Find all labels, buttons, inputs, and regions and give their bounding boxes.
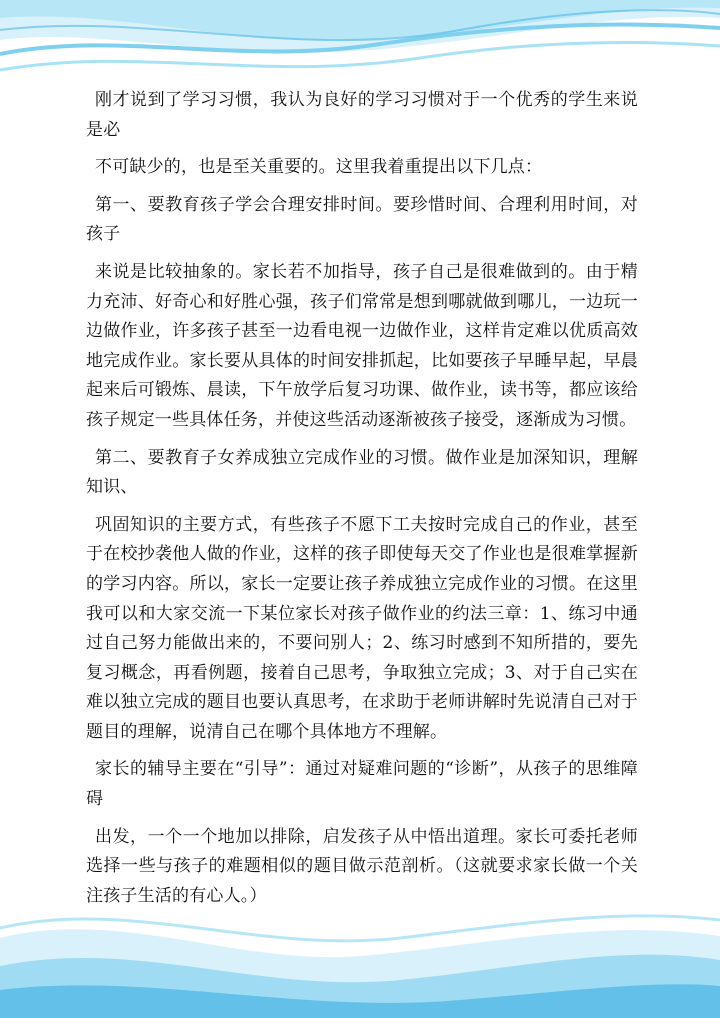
paragraph: 出发，一个一个地加以排除，启发孩子从中悟出道理。家长可委托老师选择一些与孩子的难题相似的题目做示范剖析。（这就要求家长做一个关注孩子生活的有心人。） [86, 826, 638, 906]
document-body [86, 86, 638, 919]
paragraph: 来说是比较抽象的。家长若不加指导，孩子自己是很难做到的。由于精力充沛、好奇心和好胜心强，孩子们常常是想到哪就做到哪儿，一边玩一边做作业，许多孩子甚至一边看电视一边做作业，这样肯定难以优质高效地完成作业。家长要从具体的时间安排抓起，比如要孩子早睡早起，早晨起来后可锻炼、晨读，下午放学后复习功课、做作业，读书等，都应该给孩子规定一些具体任务，并使这些活动逐渐被孩子接受，逐渐成为习惯。 [86, 261, 638, 430]
paragraph: 第二、要教育子女养成独立完成作业的习惯。做作业是加深知识，理解知识、 [86, 447, 638, 498]
paragraph: 家长的辅导主要在“引导”：通过对疑难问题的“诊断”，从孩子的思维障碍 [86, 759, 638, 810]
paragraph: 不可缺少的，也是至关重要的。这里我着重提出以下几点： [95, 157, 543, 178]
paragraph: 刚才说到了学习习惯，我认为良好的学习习惯对于一个优秀的学生来说是必 [86, 90, 638, 140]
paragraph: 巩固知识的主要方式，有些孩子不愿下工夫按时完成自己的作业，甚至于在校抄袭他人做的作业，这样的孩子即使每天交了作业也是很难掌握新的学习内容。所以，家长一定要让孩子养成独立完成作业的习惯。在这里我可以和大家交流一下某位家长对孩子做作业的约法三章：1、练习中通过自己努力能做出来的，不要问别人；2、练习时感到不知所措的，要先复习概念，再看例题，接着自己思考，争取独立完成；3、对于自己实在难以独立完成的题目也要认真思考，在求助于老师讲解时先说清自己对于题目的理解，说清自己在哪个具体地方不理解。 [86, 514, 638, 742]
paragraph: 第一、要教育孩子学会合理安排时间。要珍惜时间、合理利用时间，对孩子 [86, 194, 638, 245]
